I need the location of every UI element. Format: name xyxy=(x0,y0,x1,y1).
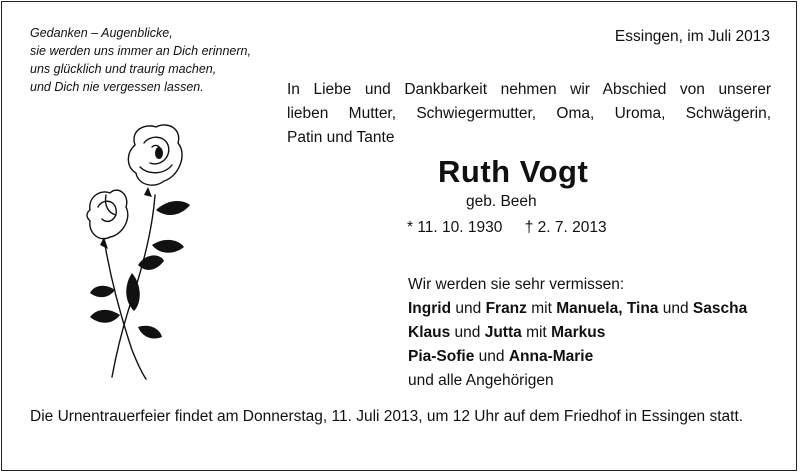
mourners xyxy=(408,273,747,393)
rose-icon xyxy=(60,115,200,380)
mourner-name: Jutta xyxy=(484,324,522,341)
intro-line: lieben Mutter, Schwiegermutter, Oma, Uroma, Schwägerin, xyxy=(287,105,771,122)
connector: und xyxy=(478,348,505,365)
connector: mit xyxy=(526,324,547,341)
death-date: † 2. 7. 2013 xyxy=(524,219,607,236)
place-date: Essingen, im Juli 2013 xyxy=(614,28,770,45)
connector: mit xyxy=(531,300,552,317)
connector: und xyxy=(662,300,689,317)
mourner-name: Franz xyxy=(485,300,527,317)
mourner-name: Anna-Marie xyxy=(508,348,594,365)
mourners-closing: und alle Angehörigen xyxy=(408,372,554,389)
poem-line: und Dich nie vergessen lassen. xyxy=(30,80,204,94)
poem-line: sie werden uns immer an Dich erinnern, xyxy=(30,44,251,58)
mourners-intro: Wir werden sie sehr vermissen: xyxy=(408,276,625,293)
mourners-line xyxy=(408,297,747,321)
intro-line: In Liebe und Dankbarkeit nehmen wir Abschied von unserer xyxy=(287,81,771,98)
mourner-name: Manuela, Tina xyxy=(556,300,659,317)
mourners-line xyxy=(408,345,747,369)
mourners-line xyxy=(408,321,747,345)
poem-line: Gedanken – Augenblicke, xyxy=(30,26,173,40)
mourner-name: Pia-Sofie xyxy=(408,348,475,365)
mourner-name: Markus xyxy=(551,324,606,341)
service-announcement: Die Urnentrauerfeier findet am Donnerstag, 11. Juli 2013, um 12 Uhr auf dem Friedhof in Essingen statt. xyxy=(30,408,744,425)
deceased-name: Ruth Vogt xyxy=(438,154,589,189)
mourner-name: Ingrid xyxy=(408,300,452,317)
intro-text xyxy=(287,78,771,150)
connector: und xyxy=(455,300,482,317)
life-dates xyxy=(407,219,607,237)
mourner-name: Klaus xyxy=(408,324,451,341)
poem xyxy=(30,24,270,96)
connector: und xyxy=(454,324,481,341)
birth-date: * 11. 10. 1930 xyxy=(407,219,503,236)
maiden-name: geb. Beeh xyxy=(466,193,537,210)
intro-line: Patin und Tante xyxy=(287,129,395,146)
poem-line: uns glücklich und traurig machen, xyxy=(30,62,217,76)
mourner-name: Sascha xyxy=(692,300,748,317)
